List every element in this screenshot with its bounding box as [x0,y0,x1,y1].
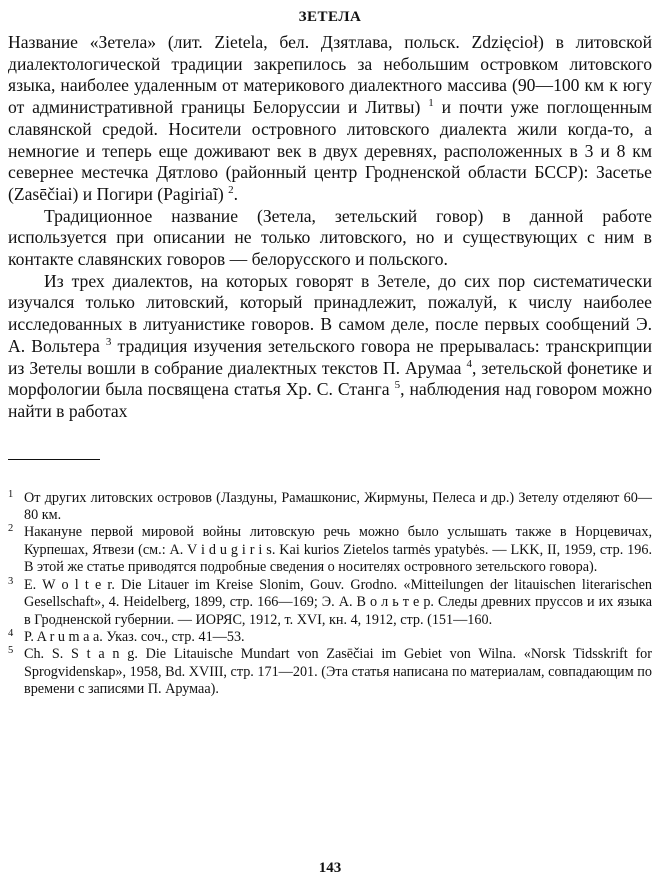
footnote-ref-3: 3 [105,335,112,348]
paragraph-3-text-b: традиция изучения зетельского говора не прерывалась: транскрипции из Зетелы вошли в собрание диалектных текстов П. Арумаа [8,335,652,378]
paragraph-1-text-c: . [233,183,239,204]
paragraph-3 [8,271,652,423]
paragraph-1-text-b: и почти уже поглощенным славянской средой. Носители островного литовского диалекта жили когда-то, а немногие и теперь еще доживают век в двух деревнях, расположенных в 3 и 8 км севернее местечка Дятлово (районный центр Гродненской области БССР): Засетье (Zasēčiai) и Погири (Pagiriaĩ) [8,97,652,204]
main-text [8,32,652,423]
paragraph-1 [8,32,652,206]
footnote-4 [8,629,652,646]
footnote-divider [8,459,100,460]
footnote-3-number: 3 [8,575,14,587]
footnote-ref-1: 1 [428,97,434,110]
footnote-2-number: 2 [8,523,14,535]
footnote-1-text: От других литовских островов (Лаздуны, Рамашконис, Жирмуны, Пелеса и др.) Зетелу отделяют 60—80 км. [24,489,652,524]
page [8,6,652,882]
footnote-3-text: E. W o l t e r. Die Litauer im Kreise Slonim, Gouv. Grodno. «Mitteilungen der litauischen literarischen Gesellschaft», 4. Heidelberg, 1899, стр. 166—169; Э. А. В о л ь т е р. Следы древних пруссов и их языка в Гродненской губернии. — ИОРЯС, 1912, т. XVI, кн. 4, 1912, стр. (151—160. [24,576,652,628]
paragraph-1-text-a: Название «Зетела» (лит. Zietela, бел. Дзятлава, польск. Zdzięcioł) в литовской диалектологической традиции закрепилось за небольшим островком литовского языка, наиболее удаленным от материкового диалектного массива (90—100 км к югу от административной границы Белоруссии и Литвы) [8,32,652,118]
footnote-3 [8,577,652,629]
footnote-5-number: 5 [8,645,14,657]
footnote-ref-4: 4 [466,357,472,370]
paragraph-3-text-c: , зетельской фонетике и морфологии была посвящена статья Хр. С. Станга [8,357,652,400]
paragraph-2 [8,206,652,271]
footnote-5-text: Ch. S. S t a n g. Die Litauische Mundart von Zasēčiai im Gebiet von Wilna. «Norsk Tidsskrift for Sprogvidenskap», 1958, Bd. XVIII, стр. 171—201. (Эта статья написана по материалам, совпадающим по времени с записями П. Арумаа). [24,646,652,698]
footnotes [8,490,652,699]
footnote-ref-2: 2 [228,183,234,196]
footnote-1 [8,490,652,525]
footnote-4-text: P. A r u m a a. Указ. соч., стр. 41—53. [24,628,245,645]
paragraph-3-text-a: Из трех диалектов, на которых говорят в Зетеле, до сих пор систематически изучался только литовский, который принадлежит, пожалуй, к числу наиболее исследованных в литуанистике говоров. В самом деле, после первых сообщений Э. А. Вольтера [8,270,652,356]
footnote-5 [8,646,652,698]
footnote-4-number: 4 [8,627,14,639]
paragraph-3-text-d: , наблюдения над говором можно найти в работах [8,379,653,421]
footnote-ref-5: 5 [394,379,401,392]
footnote-2 [8,524,652,576]
footnote-1-number: 1 [8,488,14,500]
paragraph-2-text: Традиционное название (Зетела, зетельский говор) в данной работе используется при описании не только литовского, но и существующих с ним в контакте славянских говоров — белорусского и польского. [8,205,652,270]
footnote-2-text: Накануне первой мировой войны литовскую речь можно было услышать также в Норцевичах, Курпешах, Ятвези (см.: A. V i d u g i r i s. Kai kurios Zietelos tarmės ypatybės. — LKK, II, 1959, стр. 196. В этой же статье приводятся подробные сведения о носителях островного зетельского говора). [24,524,652,576]
page-number: 143 [318,860,342,876]
page-title: ЗЕТЕЛА [298,9,362,25]
